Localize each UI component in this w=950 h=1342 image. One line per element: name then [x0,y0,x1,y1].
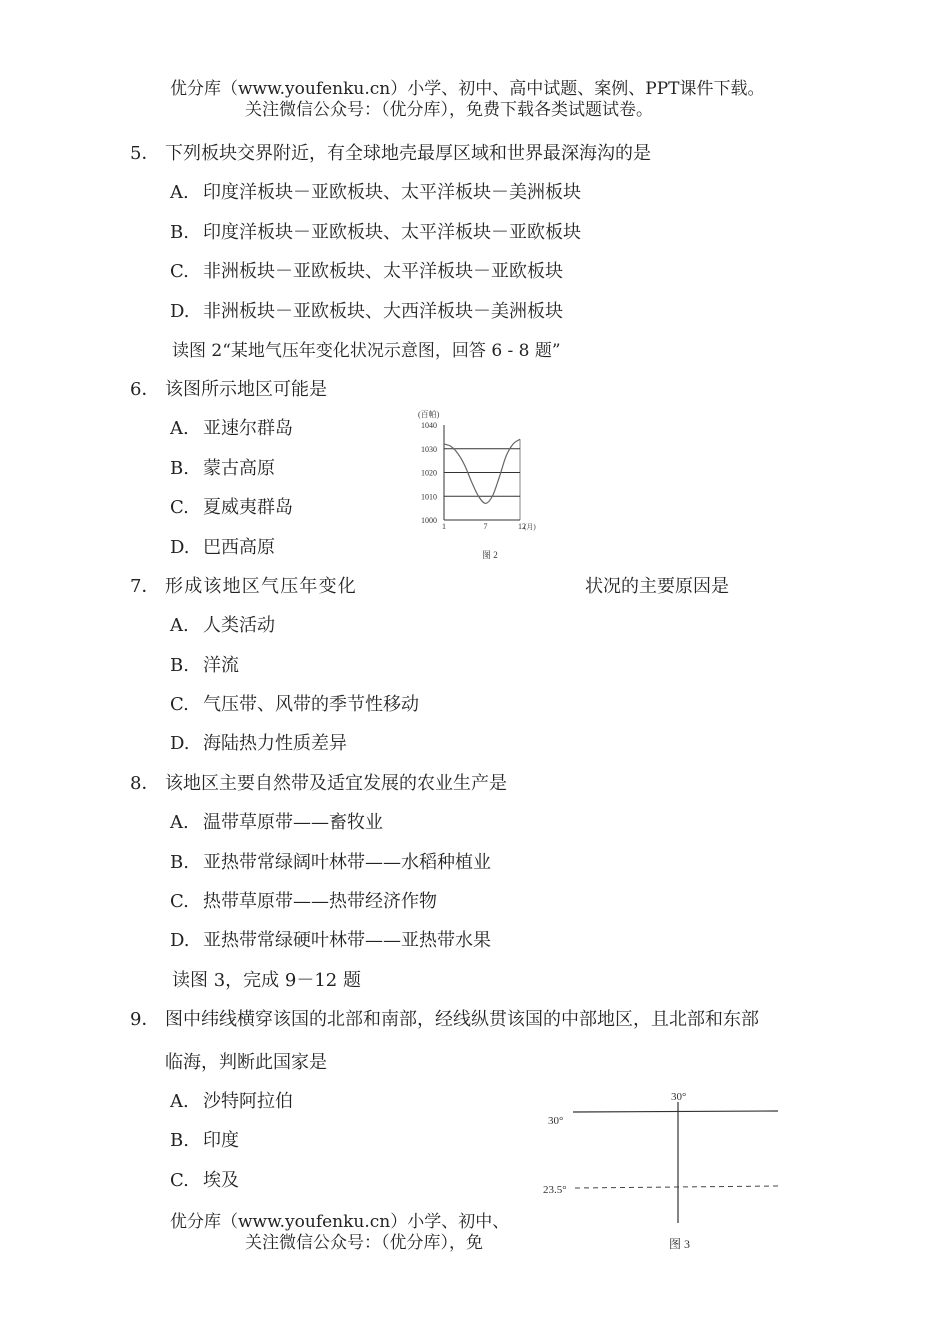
option-text: 气压带、风带的季节性移动 [203,694,419,715]
question-number: 6． [130,379,160,400]
option-label: C. [170,891,189,912]
option-label: D. [170,733,190,754]
option-text: 非洲板块－亚欧板块、太平洋板块－亚欧板块 [203,261,563,282]
latitude-30-line [573,1111,778,1112]
question-text-line-2: 临海，判断此国家是 [165,1052,327,1073]
option-text: 海陆热力性质差异 [203,733,347,754]
option-text: 亚热带常绿硬叶林带——亚热带水果 [203,930,491,951]
option-text: 亚热带常绿阔叶林带——水稻种植业 [203,852,491,873]
option-label: C. [170,1170,189,1191]
option-label: A. [170,418,189,439]
meridian-30-label: 30° [671,1091,687,1103]
option-label: C. [170,261,189,282]
question-number: 8． [130,773,160,794]
question-number: 5． [130,143,160,164]
y-unit-label: (百帕) [418,410,440,419]
option-text: 洋流 [203,655,239,676]
instruction-6-8: 读图 2“某地气压年变化状况示意图，回答 6 - 8 题” [172,341,561,361]
footer-line-2: 关注微信公众号：（优分库），免 [245,1233,483,1253]
latitude-23-5-label: 23.5° [543,1184,567,1196]
y-tick-label: 1010 [421,492,437,502]
question-text: 该图所示地区可能是 [165,379,327,400]
option-text: 亚速尔群岛 [203,418,293,439]
question-number: 7． [130,576,160,597]
y-tick-label: 1040 [421,421,437,430]
option-label: B. [170,1130,189,1151]
footer-line-1: 优分库（www.youfenku.cn）小学、初中、 [170,1212,510,1232]
option-text: 沙特阿拉伯 [203,1091,293,1112]
option-label: A. [170,182,189,203]
option-label: A. [170,812,189,833]
question-text-line-1: 图中纬线横穿该国的北部和南部，经线纵贯该国的中部地区，且北部和东部 [165,1009,759,1030]
option-label: B. [170,655,189,676]
option-label: C. [170,497,189,518]
option-text: 非洲板块－亚欧板块、大西洋板块－美洲板块 [203,301,563,322]
option-text: 印度洋板块－亚欧板块、太平洋板块－亚欧板块 [203,222,581,243]
tropic-of-cancer-line [575,1186,778,1188]
option-label: A. [170,615,189,636]
option-text: 蒙古高原 [203,458,275,479]
option-label: D. [170,301,190,322]
option-label: D. [170,930,190,951]
option-label: C. [170,694,189,715]
x-tick-label: 12 [518,522,526,531]
option-label: A. [170,1091,189,1112]
question-number: 9． [130,1009,160,1030]
header-line-1: 优分库（www.youfenku.cn）小学、初中、高中试题、案例、PPT课件下载。 [170,79,765,99]
option-text: 热带草原带——热带经济作物 [203,891,437,912]
y-tick-label: 1000 [421,516,437,525]
option-label: B. [170,222,189,243]
option-text: 人类活动 [203,615,275,636]
option-label: B. [170,458,189,479]
option-text: 印度 [203,1130,239,1151]
question-text-part-1: 形成该地区气压年变化 [165,576,357,597]
instruction-9-12: 读图 3，完成 9－12 题 [172,970,361,991]
figure-caption: 图 2 [482,550,498,560]
option-text: 印度洋板块－亚欧板块、太平洋板块－美洲板块 [203,182,581,203]
question-text: 该地区主要自然带及适宜发展的农业生产是 [165,773,507,794]
figure-caption: 图 3 [669,1237,691,1251]
question-text-part-2: 状况的主要原因是 [585,576,729,597]
option-text: 温带草原带——畜牧业 [203,812,383,833]
y-tick-label: 1020 [421,468,437,478]
question-text: 下列板块交界附近，有全球地壳最厚区域和世界最深海沟的是 [165,143,651,164]
option-label: D. [170,537,190,558]
x-unit-label: (月) [524,523,536,531]
x-tick-label: 1 [442,522,446,531]
x-tick-label: 7 [483,522,488,531]
option-text: 埃及 [203,1170,239,1191]
option-text: 夏威夷群岛 [203,497,293,518]
option-label: B. [170,852,189,873]
header-line-2: 关注微信公众号：（优分库），免费下载各类试题试卷。 [245,100,653,120]
y-tick-label: 1030 [421,444,437,454]
option-text: 巴西高原 [203,537,275,558]
figure-2-pressure-chart [410,404,560,564]
latitude-30-label: 30° [548,1115,564,1127]
figure-3-lat-long-sketch [513,1080,803,1260]
